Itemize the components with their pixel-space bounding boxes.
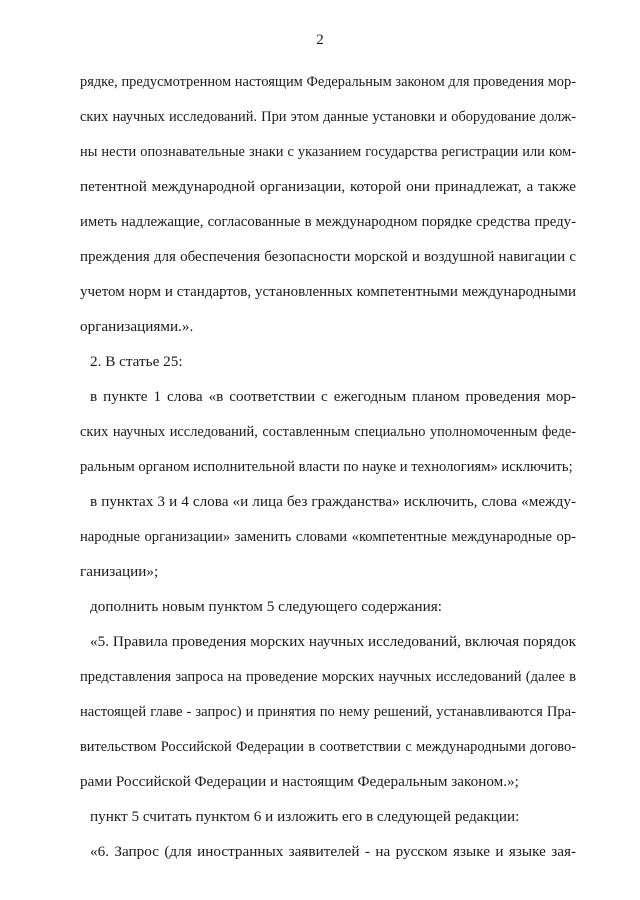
text-line: «6. Запрос (для иностранных заявителей - на русском языке и языке зая- [90,843,576,860]
text-line: ральным органом исполнительной власти по науке и технологиям» исключить; [80,459,573,475]
text-line: ских научных исследований. При этом данные установки и оборудование долж- [80,109,576,125]
text-line: 2. В статье 25: [90,353,183,370]
text-line: представления запроса на проведение морских научных исследований (далее в [80,669,576,685]
text-line: настоящей главе - запрос) и принятия по нему решений, устанавливаются Пра- [80,704,576,720]
text-line: вительством Российской Федерации в соответствии с международными догово- [80,739,576,755]
text-line: «5. Правила проведения морских научных исследований, включая порядок [90,633,576,650]
text-line: в пунктах 3 и 4 слова «и лица без гражданства» исключить, слова «между- [90,493,576,510]
text-line: иметь надлежащие, согласованные в международном порядке средства преду- [80,214,576,230]
page-number: 2 [316,32,324,48]
text-line: пункт 5 считать пунктом 6 и изложить его в следующей редакции: [90,808,520,825]
text-line: ских научных исследований, составленным специально уполномоченным феде- [80,424,576,440]
text-line: ганизации»; [80,563,159,580]
text-line: народные организации» заменить словами «компетентные международные ор- [80,529,576,545]
text-line: в пункте 1 слова «в соответствии с ежегодным планом проведения мор- [90,388,576,405]
text-line: ны нести опознавательные знаки с указанием государства регистрации или ком- [80,144,576,160]
text-line: преждения для обеспечения безопасности морской и воздушной навигации с [80,249,576,265]
text-line: рядке, предусмотренном настоящим Федеральным законом для проведения мор- [80,74,576,90]
text-line: рами Российской Федерации и настоящим Федеральным законом.»; [80,773,519,790]
text-line: организациями.». [80,318,194,335]
text-line: учетом норм и стандартов, установленных компетентными международными [80,284,576,300]
text-line: петентной международной организации, которой они принадлежат, а также [80,178,576,195]
text-line: дополнить новым пунктом 5 следующего содержания: [90,598,442,615]
